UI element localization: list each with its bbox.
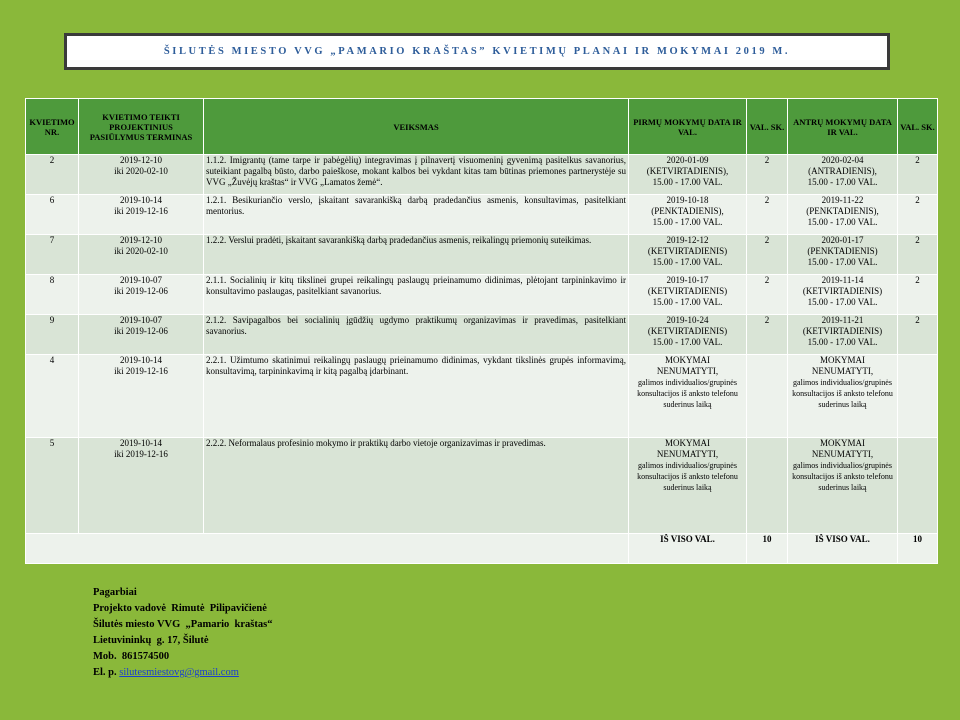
action: 1.2.2. Verslui pradėti, įskaitant savarankišką darbą pradedančius asmenis, reikalingų priemonių suteikimas. (204, 235, 629, 275)
first-hours (747, 355, 788, 438)
action: 2.1.2. Savipagalbos bei socialinių įgūdžių ugdymo praktikumų organizavimas ir pravedimas, pasitelkiant savanorius. (204, 315, 629, 355)
col-header-term: KVIETIMO TEIKTI PROJEKTINIUS PASIŪLYMUS TERMINAS (79, 99, 204, 155)
term-to: iki 2019-12-16 (114, 206, 168, 216)
total-label-first: IŠ VISO VAL. (629, 534, 747, 564)
first-hours: 2 (747, 275, 788, 315)
table-row (26, 195, 938, 235)
table-row (26, 315, 938, 355)
first-date: 2019-10-18 (666, 195, 709, 205)
email-line (93, 665, 272, 681)
second-date: 2020-01-17 (821, 235, 864, 245)
first-date: 2019-10-17 (666, 275, 709, 285)
second-not-planned: NENUMATYTI, (811, 449, 874, 459)
closing-line: Pagarbiai (93, 587, 137, 598)
term-from: 2019-10-07 (120, 315, 162, 325)
second-hours: 2 (898, 275, 938, 315)
first-training (629, 155, 747, 195)
term-from: 2019-12-10 (120, 155, 162, 165)
term-from: 2019-10-14 (120, 195, 162, 205)
call-nr: 8 (26, 275, 79, 315)
first-time: 15.00 - 17.00 VAL. (652, 337, 723, 347)
call-term (79, 355, 204, 438)
first-consult-note: galimos individualios/grupinės konsultacijos iš anksto telefonu suderinus laiką (637, 378, 738, 409)
second-date: 2019-11-21 (821, 315, 864, 325)
first-consult-note: galimos individualios/grupinės konsultacijos iš anksto telefonu suderinus laiką (637, 461, 738, 492)
second-time: 15.00 - 17.00 VAL. (807, 297, 878, 307)
second-hours (898, 438, 938, 534)
term-to: iki 2019-12-16 (114, 366, 168, 376)
first-day: (KETVIRTADIENIS), (646, 166, 729, 176)
term-to: iki 2019-12-06 (114, 326, 168, 336)
title-box (64, 33, 890, 70)
action: 1.1.2. Imigrantų (tame tarpe ir pabėgėlių) integravimas į pilnavertį visuomeninį gyvenimą pasitelkus savanorius, suteikiant pagalbą būsto, darbo paieškose, mokant kalbos bei vykdant kitas tam būtinas priemones partnerystėje su VVG „Žuvėjų kraštas“ ir VVG „Lamatos žemė“. (204, 155, 629, 195)
second-consult-note: galimos individualios/grupinės konsultacijos iš anksto telefonu suderinus laiką (792, 461, 893, 492)
col-header-action: VEIKSMAS (204, 99, 629, 155)
first-not-planned: NENUMATYTI, (656, 449, 719, 459)
first-time: 15.00 - 17.00 VAL. (652, 177, 723, 187)
col-header-second-training: ANTRŲ MOKYMŲ DATA IR VAL. (788, 99, 898, 155)
second-day: (ANTRADIENIS), (808, 166, 877, 176)
second-training (788, 195, 898, 235)
second-day: (PENKTADIENIS), (806, 206, 879, 216)
first-training (629, 355, 747, 438)
col-header-second-hours: VAL. SK. (898, 99, 938, 155)
call-term (79, 155, 204, 195)
first-time: 15.00 - 17.00 VAL. (652, 217, 723, 227)
call-term (79, 195, 204, 235)
call-term (79, 235, 204, 275)
col-header-nr: KVIETIMO NR. (26, 99, 79, 155)
first-hours: 2 (747, 195, 788, 235)
table-header-row (26, 99, 938, 155)
first-training (629, 195, 747, 235)
second-time: 15.00 - 17.00 VAL. (807, 337, 878, 347)
second-no-training: MOKYMAI (820, 355, 865, 365)
second-day: (KETVIRTADIENIS) (802, 286, 883, 296)
term-from: 2019-12-10 (120, 235, 162, 245)
first-time: 15.00 - 17.00 VAL. (652, 257, 723, 267)
term-to: iki 2020-02-10 (114, 246, 168, 256)
email-link[interactable]: silutesmiestovg@gmail.com (119, 667, 239, 678)
total-value-second: 10 (898, 534, 938, 564)
second-hours: 2 (898, 155, 938, 195)
table-row (26, 155, 938, 195)
term-to: iki 2019-12-06 (114, 286, 168, 296)
first-training (629, 438, 747, 534)
first-date: 2020-01-09 (666, 155, 709, 165)
term-to: iki 2020-02-10 (114, 166, 168, 176)
second-hours: 2 (898, 235, 938, 275)
call-nr: 7 (26, 235, 79, 275)
first-day: (KETVIRTADIENIS) (647, 286, 728, 296)
first-day: (KETVIRTADIENIS) (647, 326, 728, 336)
action: 1.2.1. Besikuriančio verslo, įskaitant savarankišką darbą pradedančius asmenis, konsultavimas, pasitelkiant mentorius. (204, 195, 629, 235)
first-hours: 2 (747, 315, 788, 355)
second-consult-note: galimos individualios/grupinės konsultacijos iš anksto telefonu suderinus laiką (792, 378, 893, 409)
second-training (788, 275, 898, 315)
term-from: 2019-10-07 (120, 275, 162, 285)
second-hours: 2 (898, 315, 938, 355)
email-prefix: El. p. (93, 667, 117, 678)
total-label-second: IŠ VISO VAL. (788, 534, 898, 564)
second-hours (898, 355, 938, 438)
second-not-planned: NENUMATYTI, (811, 366, 874, 376)
action: 2.2.2. Neformalaus profesinio mokymo ir praktikų darbo vietoje organizavimas ir pravedimas. (204, 438, 629, 534)
second-time: 15.00 - 17.00 VAL. (807, 217, 878, 227)
first-day: (KETVIRTADIENIS) (647, 246, 728, 256)
second-day: (KETVIRTADIENIS) (802, 326, 883, 336)
page-title: ŠILUTĖS MIESTO VVG „PAMARIO KRAŠTAS” KVIETIMŲ PLANAI IR MOKYMAI 2019 M. (163, 46, 791, 57)
first-no-training: MOKYMAI (665, 438, 710, 448)
call-nr: 2 (26, 155, 79, 195)
second-training (788, 438, 898, 534)
term-to: iki 2019-12-16 (114, 449, 168, 459)
first-date: 2019-10-24 (666, 315, 709, 325)
second-time: 15.00 - 17.00 VAL. (807, 257, 878, 267)
plan-table (25, 98, 938, 564)
total-row (26, 534, 938, 564)
second-date: 2019-11-22 (821, 195, 864, 205)
total-spacer (26, 534, 629, 564)
first-hours (747, 438, 788, 534)
first-hours: 2 (747, 235, 788, 275)
phone: Mob. 861574500 (93, 651, 170, 662)
second-date: 2020-02-04 (821, 155, 864, 165)
second-hours: 2 (898, 195, 938, 235)
call-nr: 9 (26, 315, 79, 355)
col-header-first-training: PIRMŲ MOKYMŲ DATA IR VAL. (629, 99, 747, 155)
organization-name: Šilutės miesto VVG „Pamario kraštas“ (93, 619, 273, 630)
call-term (79, 315, 204, 355)
first-training (629, 275, 747, 315)
second-training (788, 315, 898, 355)
table-row (26, 275, 938, 315)
project-manager: Projekto vadovė Rimutė Pilipavičienė (93, 603, 267, 614)
first-date: 2019-12-12 (666, 235, 709, 245)
action: 2.2.1. Užimtumo skatinimui reikalingų paslaugų prieinamumo didinimas, vykdant tikslinės grupės informavimą, konsultavimą, tarpininkavimą ir kitą pagalbą įdarbinant. (204, 355, 629, 438)
second-training (788, 355, 898, 438)
table-row (26, 355, 938, 438)
second-date: 2019-11-14 (821, 275, 864, 285)
call-term (79, 275, 204, 315)
first-training (629, 315, 747, 355)
table-row (26, 235, 938, 275)
first-hours: 2 (747, 155, 788, 195)
second-no-training: MOKYMAI (820, 438, 865, 448)
total-value-first: 10 (747, 534, 788, 564)
first-no-training: MOKYMAI (665, 355, 710, 365)
second-day: (PENKTADIENIS) (807, 246, 878, 256)
term-from: 2019-10-14 (120, 438, 162, 448)
address: Lietuvininkų g. 17, Šilutė (93, 635, 209, 646)
second-time: 15.00 - 17.00 VAL. (807, 177, 878, 187)
first-not-planned: NENUMATYTI, (656, 366, 719, 376)
call-term (79, 438, 204, 534)
call-nr: 4 (26, 355, 79, 438)
second-training (788, 235, 898, 275)
call-nr: 6 (26, 195, 79, 235)
term-from: 2019-10-14 (120, 355, 162, 365)
call-nr: 5 (26, 438, 79, 534)
second-training (788, 155, 898, 195)
first-training (629, 235, 747, 275)
signature-block (93, 585, 272, 681)
first-day: (PENKTADIENIS), (651, 206, 724, 216)
col-header-first-hours: VAL. SK. (747, 99, 788, 155)
action: 2.1.1. Socialinių ir kitų tikslinei grupei reikalingų paslaugų prieinamumo didinimas, plėtojant tarpininkavimo ir konsultavimo paslaugas, pasitelkiant savanorius. (204, 275, 629, 315)
first-time: 15.00 - 17.00 VAL. (652, 297, 723, 307)
table-row (26, 438, 938, 534)
